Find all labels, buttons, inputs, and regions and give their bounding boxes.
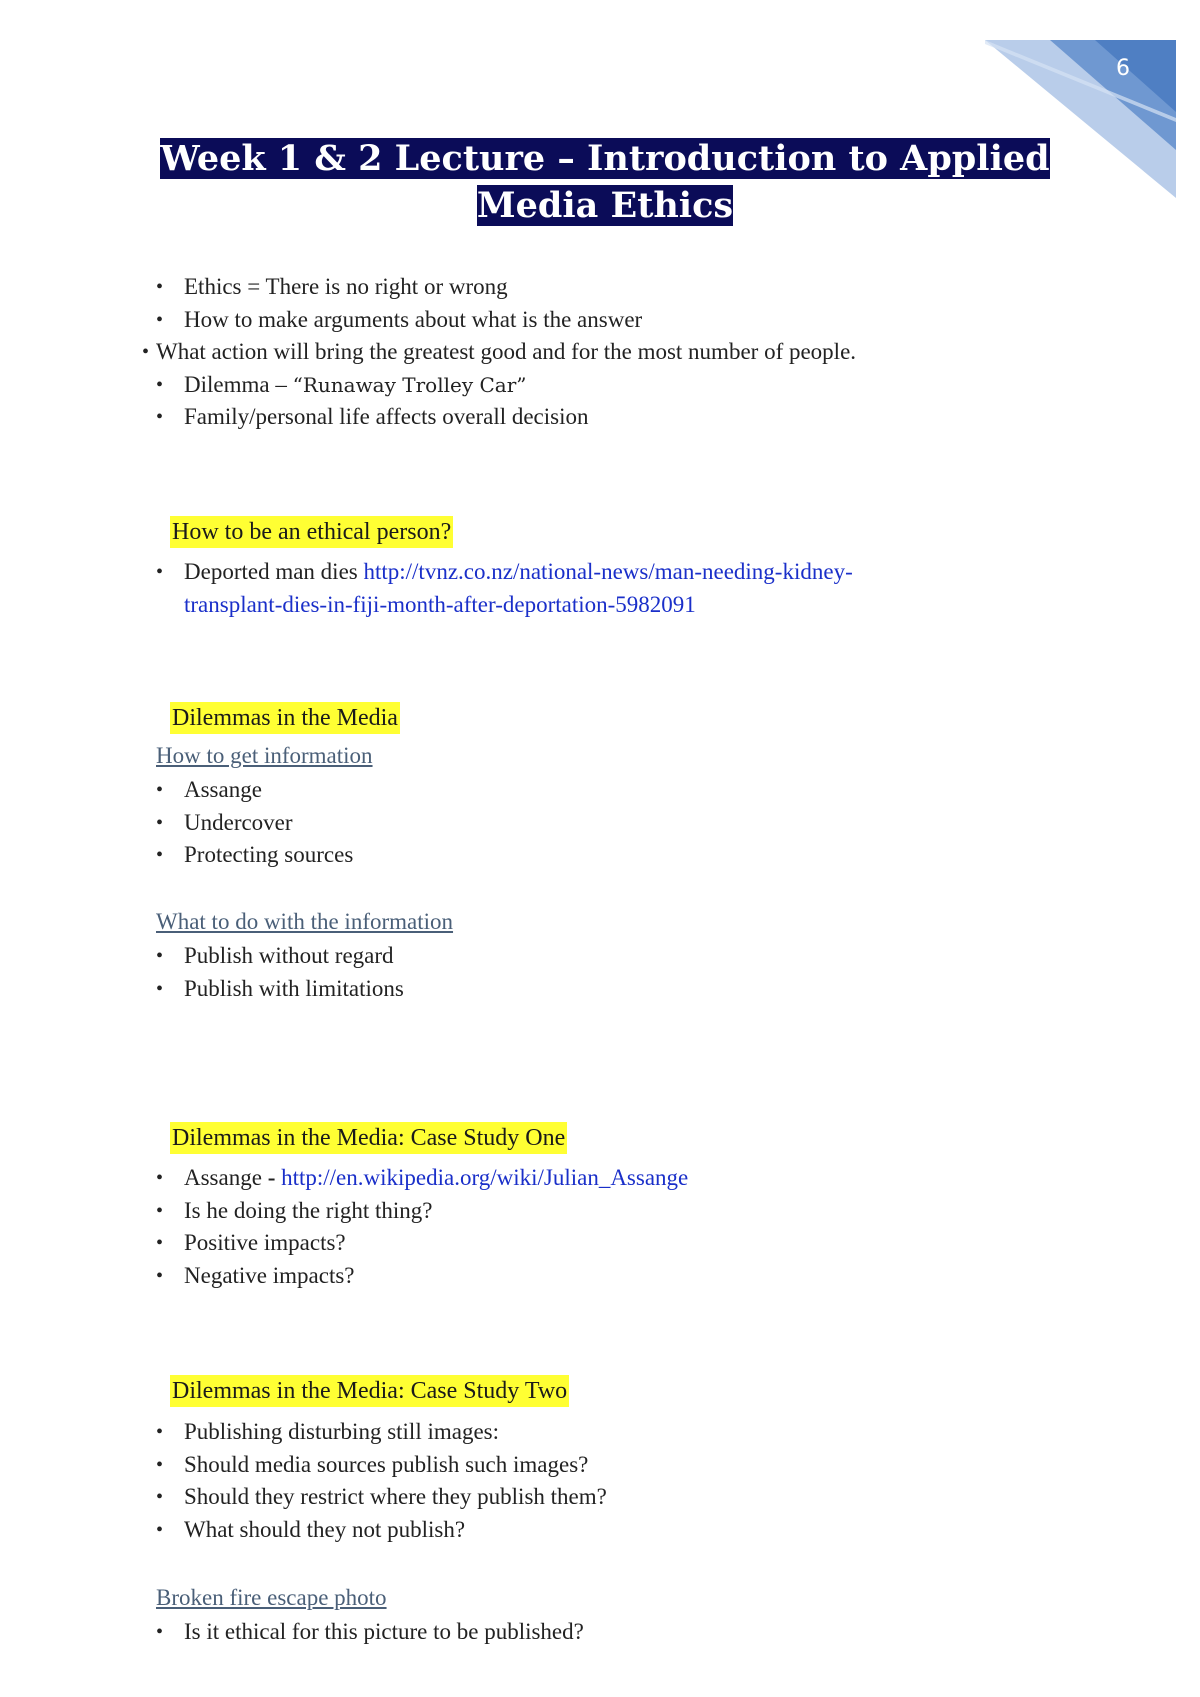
fire-escape-bullet-list (154, 1616, 584, 1649)
list-item: • Protecting sources (154, 839, 353, 872)
list-item: • Positive impacts? (154, 1227, 688, 1260)
list-item: • Publish without regard (154, 940, 404, 973)
case-one-bullet-list (154, 1162, 688, 1292)
list-item: • Assange - http://en.wikipedia.org/wiki/Julian_Assange (154, 1162, 688, 1195)
list-item: • Is it ethical for this picture to be published? (154, 1616, 584, 1649)
list-item: • Is he doing the right thing? (154, 1195, 688, 1228)
list-item: • What should they not publish? (154, 1514, 607, 1547)
list-item: • Assange (154, 774, 353, 807)
list-item: • How to make arguments about what is the answer (154, 304, 856, 337)
list-item: • Publish with limitations (154, 973, 404, 1006)
list-item: • What action will bring the greatest good and for the most number of people. (140, 336, 856, 369)
page-number: 6 (1116, 56, 1130, 81)
list-item: • Dilemma – “Runaway Trolley Car” (154, 369, 856, 402)
get-information-bullet-list (154, 774, 353, 872)
section-heading-case-two: Dilemmas in the Media: Case Study Two (170, 1375, 569, 1407)
intro-bullet-list (154, 271, 856, 434)
trolley-quote: “Runaway Trolley Car” (292, 372, 527, 397)
list-item: • Family/personal life affects overall decision (154, 401, 856, 434)
subheading-get-information: How to get information (156, 743, 373, 768)
ethical-bullet-list (154, 556, 914, 621)
list-item: • Ethics = There is no right or wrong (154, 271, 856, 304)
list-item: • Deported man dies http://tvnz.co.nz/national-news/man-needing-kidney-transplant-dies-in-fiji-month-after-deportation-5982091 (154, 556, 914, 621)
case-two-bullet-list (154, 1416, 607, 1546)
what-to-do-bullet-list (154, 940, 404, 1005)
subheading-what-to-do: What to do with the information (156, 909, 454, 934)
subheading-fire-escape: Broken fire escape photo (156, 1585, 387, 1610)
news-link[interactable]: http://tvnz.co.nz/national-news/man-needing-kidney-transplant-dies-in-fiji-month-after-deportation-5982091 (184, 559, 853, 617)
section-heading-case-one: Dilemmas in the Media: Case Study One (170, 1122, 567, 1154)
list-item: • Undercover (154, 807, 353, 840)
page-title: Week 1 & 2 Lecture – Introduction to Applied Media Ethics (160, 138, 1050, 226)
wikipedia-link[interactable]: http://en.wikipedia.org/wiki/Julian_Assange (281, 1165, 689, 1190)
list-item: • Publishing disturbing still images: (154, 1416, 607, 1449)
list-item: • Should they restrict where they publish them? (154, 1481, 607, 1514)
section-heading-ethical: How to be an ethical person? (170, 516, 453, 548)
list-item: • Negative impacts? (154, 1260, 688, 1293)
section-heading-dilemmas: Dilemmas in the Media (170, 702, 400, 734)
list-item: • Should media sources publish such images? (154, 1449, 607, 1482)
